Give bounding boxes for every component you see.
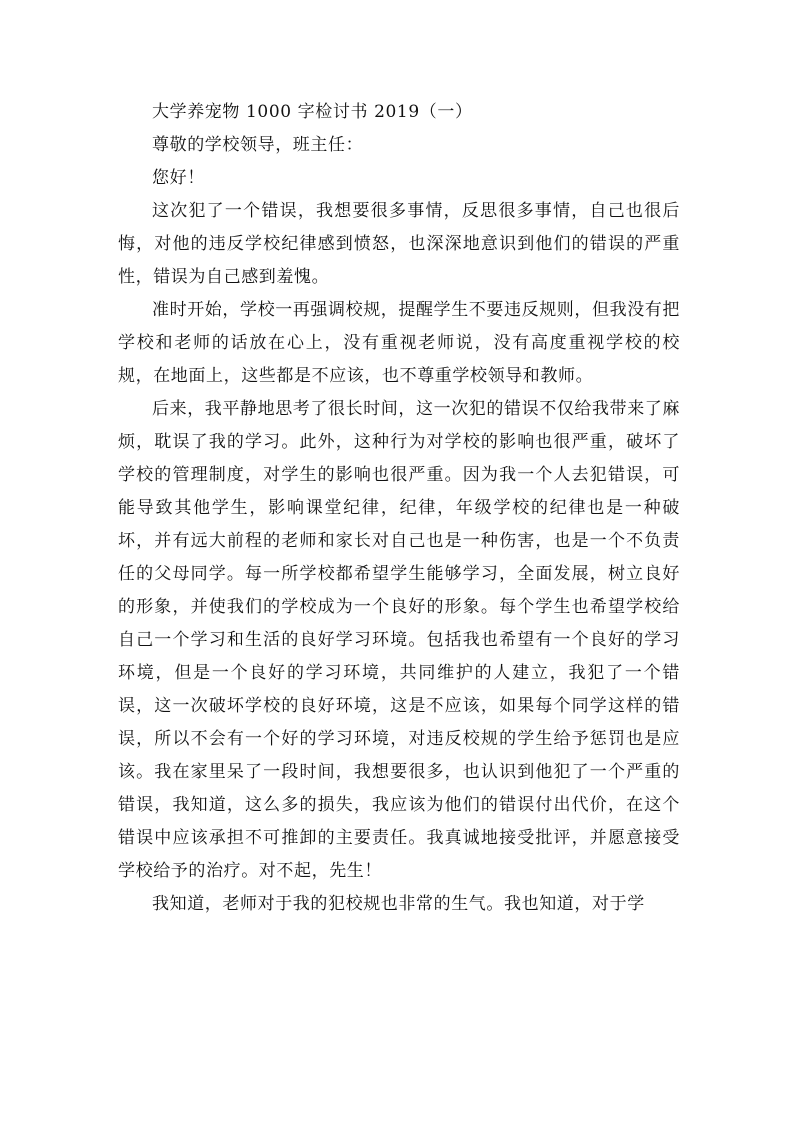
paragraph-3: 后来，我平静地思考了很长时间，这一次犯的错误不仅给我带来了麻烦，耽误了我的学习。此外，这种行为对学校的影响也很严重，破坏了学校的管理制度，对学生的影响也很严重。因为我一个人去犯错误，可能导致其他学生，影响课堂纪律，纪律，年级学校的纪律也是一种破坏，并有远大前程的老师和家长对自己也是一种伤害，也是一个不负责任的父母同学。每一所学校都希望学生能够学习，全面发展，树立良好的形象，并使我们的学校成为一个良好的形象。每个学生也希望学校给自己一个学习和生活的良好学习环境。包括我也希望有一个良好的学习环境，但是一个良好的学习环境，共同维护的人建立，我犯了一个错误，这一次破坏学校的良好环境，这是不应该，如果每个同学这样的错误，所以不会有一个好的学习环境，对违反校规的学生给予惩罚也是应该。我在家里呆了一段时间，我想要很多，也认识到他犯了一个严重的错误，我知道，这么多的损失，我应该为他们的错误付出代价，在这个错误中应该承担不可推卸的主要责任。我真诚地接受批评，并愿意接受学校给予的治疗。对不起，先生！ [118,399,680,881]
paragraph-2: 准时开始，学校一再强调校规，提醒学生不要违反规则，但我没有把学校和老师的话放在心上，没有重视老师说，没有高度重视学校的校规，在地面上，这些都是不应该，也不尊重学校领导和教师。 [118,300,680,386]
salutation: 尊敬的学校领导，班主任： [152,135,364,155]
paragraph-4: 我知道，老师对于我的犯校规也非常的生气。我也知道，对于学 [152,894,645,914]
document-title: 大学养宠物 1000 字检讨书 2019（一） [152,102,473,122]
greeting: 您好！ [152,168,205,188]
paragraph-1: 这次犯了一个错误，我想要很多事情，反思很多事情，自己也很后悔，对他的违反学校纪律感到愤怒，也深深地意识到他们的错误的严重性，错误为自己感到羞愧。 [118,201,680,287]
document-body [118,96,680,921]
